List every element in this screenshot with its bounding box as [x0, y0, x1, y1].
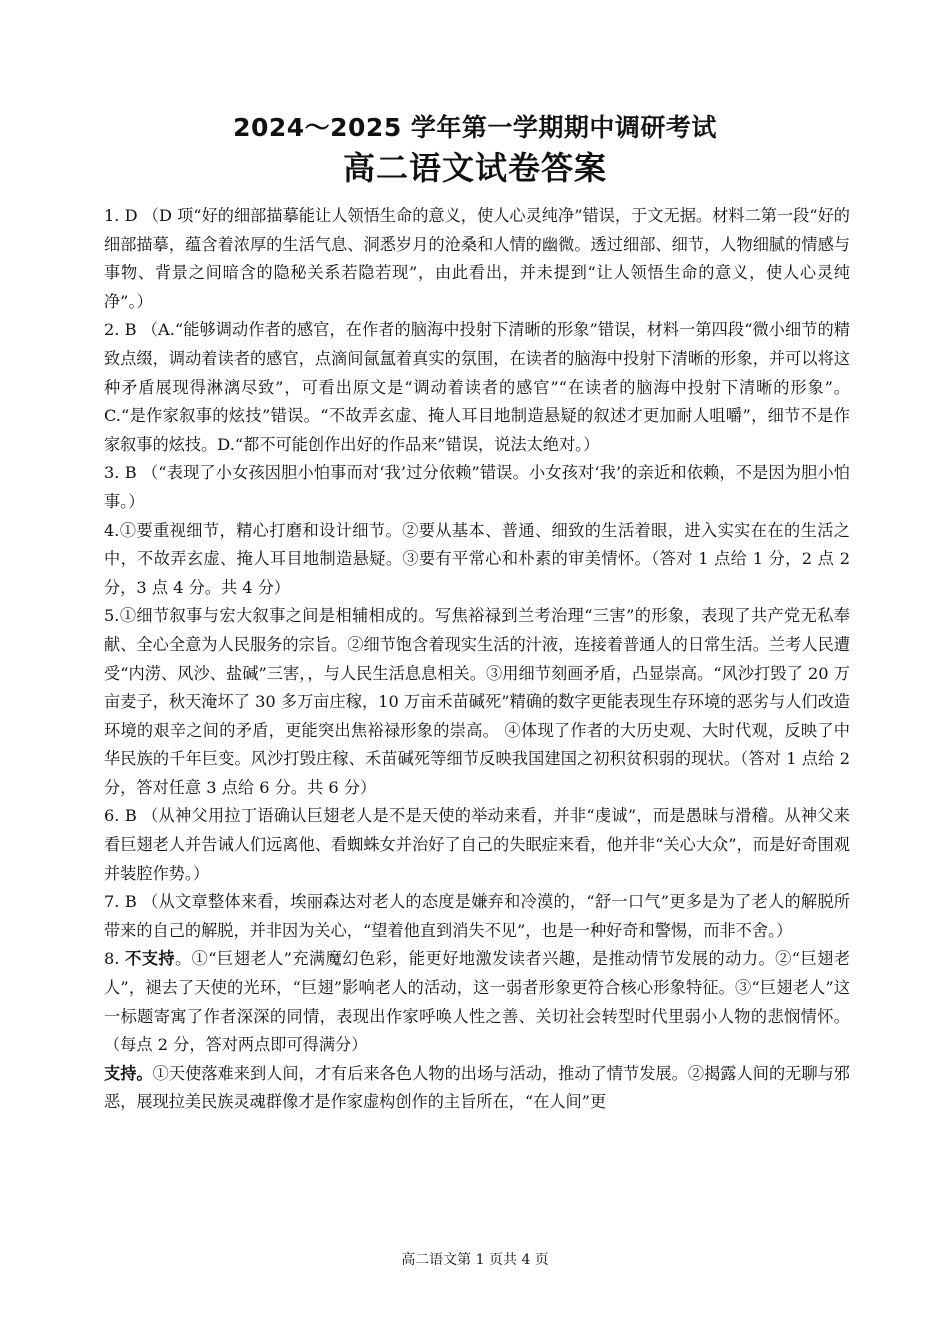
exam-title: 2024～2025 学年第一学期期中调研考试: [233, 113, 717, 142]
answer-content: [104, 202, 850, 1117]
answer-item: 1. D （D 项“好的细部描摹能让人领悟生命的意义，使人心灵纯净”错误，于文无据。材料二第一段“好的细部描摹，蕴含着浓厚的生活气息、洞悉岁月的沧桑和人情的幽微。透过细部、细节，人物细腻的情感与事物、背景之间暗含的隐秘关系若隐若现”，由此看出，并未提到“让人领悟生命的意义，使人心灵纯净”。）: [104, 206, 850, 311]
answer-sheet-title: 高二语文试卷答案: [342, 149, 607, 187]
q8-label-no: 不支持: [125, 949, 176, 969]
page-footer: 高二语文第 1 页共 4 页: [401, 1252, 549, 1268]
q8-text-yes: ①天使落难来到人间，才有后来各色人物的出场与活动，推动了情节发展。②揭露人间的无聊与邪恶，展现拉美民族灵魂群像才是作家虚构创作的主旨所在，“在人间”更: [104, 1063, 850, 1112]
q8-text-no: 。①“巨翅老人”充满魔幻色彩，能更好地激发读者兴趣，是推动情节发展的动力。②“巨翅老人”，褪去了天使的光环，“巨翅”影响老人的活动，这一弱者形象更符合核心形象特征。③“巨翅老人”这一标题寄寓了作者深深的同情，表现出作家呼唤人性之善、关切社会转型时代里弱小人物的悲悯情怀。（每点 2 分，答对两点即可得满分）: [104, 949, 851, 1055]
answer-item: 4.①要重视细节，精心打磨和设计细节。②要从基本、普通、细致的生活着眼，进入实实在在的生活之中，不故弄玄虚、掩人耳目地制造悬疑。③要有平常心和朴素的审美情怀。（答对 1 点给 1 分，2 点 2 分，3 点 4 分。共 4 分）: [104, 520, 850, 597]
q8-label-yes: 支持。: [104, 1063, 153, 1083]
answer-item: 5.①细节叙事与宏大叙事之间是相辅相成的。写焦裕禄到兰考治理“三害”的形象，表现了共产党无私奉献、全心全意为人民服务的宗旨。②细节饱含着现实生活的汁液，连接着普通人的日常生活。兰考人民遭受“内涝、风沙、盐碱”三害，，与人民生活息息相关。③用细节刻画矛盾，凸显崇高。“风沙打毁了 20 万亩麦子，秋天淹坏了 30 多万亩庄稼，10 万亩禾苗碱死”精确的数字更能表现生存环境的恶劣与人们改造环境的艰辛之间的矛盾，更能突出焦裕禄形象的崇高。 ④体现了作者的大历史观、大时代观，反映了中华民族的千年巨变。风沙打毁庄稼、禾苗碱死等细节反映我国建国之初积贫积弱的现状。（答对 1 点给 2 分，答对任意 3 点给 6 分。共 6 分）: [104, 606, 850, 797]
answer-item: 2. B （A.“能够调动作者的感官，在作者的脑海中投射下清晰的形象”错误，材料一第四段“微小细节的精致点缀，调动着读者的感官，点滴间氤氲着真实的氛围，在读者的脑海中投射下清晰的形象，并可以将这种矛盾展现得淋漓尽致”，可看出原文是“调动着读者的感官”“在读者的脑海中投射下清晰的形象”。C.“是作家叙事的炫技”错误。“不故弄玄虚、掩人耳目地制造悬疑的叙述才更加耐人咀嚼”，细节不是作家叙事的炫技。D.“都不可能创作出好的作品来”错误，说法太绝对。）: [104, 320, 850, 454]
answer-item: 6. B （从神父用拉丁语确认巨翅老人是不是天使的举动来看，并非“虔诚”，而是愚昧与滑稽。从神父来看巨翅老人并告诫人们远离他、看蜘蛛女并治好了自己的失眠症来看，他并非“关心大众”，而是好奇围观并装腔作势。）: [104, 806, 850, 883]
answer-item-8-no: [104, 945, 850, 1059]
answer-item-8-yes: [104, 1060, 850, 1117]
q8-lead: 8.: [104, 949, 126, 969]
answer-item: 7. B （从文章整体来看，埃丽森达对老人的态度是嫌弃和冷漠的，“舒一口气”更多是为了老人的解脱所带来的自己的解脱，并非因为关心，“望着他直到消失不见”，也是一种好奇和警惕，而非不舍。）: [104, 892, 850, 940]
answer-item: 3. B （“表现了小女孩因胆小怕事而对‘我’过分依赖”错误。小女孩对‘我’的亲近和依赖，不是因为胆小怕事。）: [104, 463, 850, 511]
